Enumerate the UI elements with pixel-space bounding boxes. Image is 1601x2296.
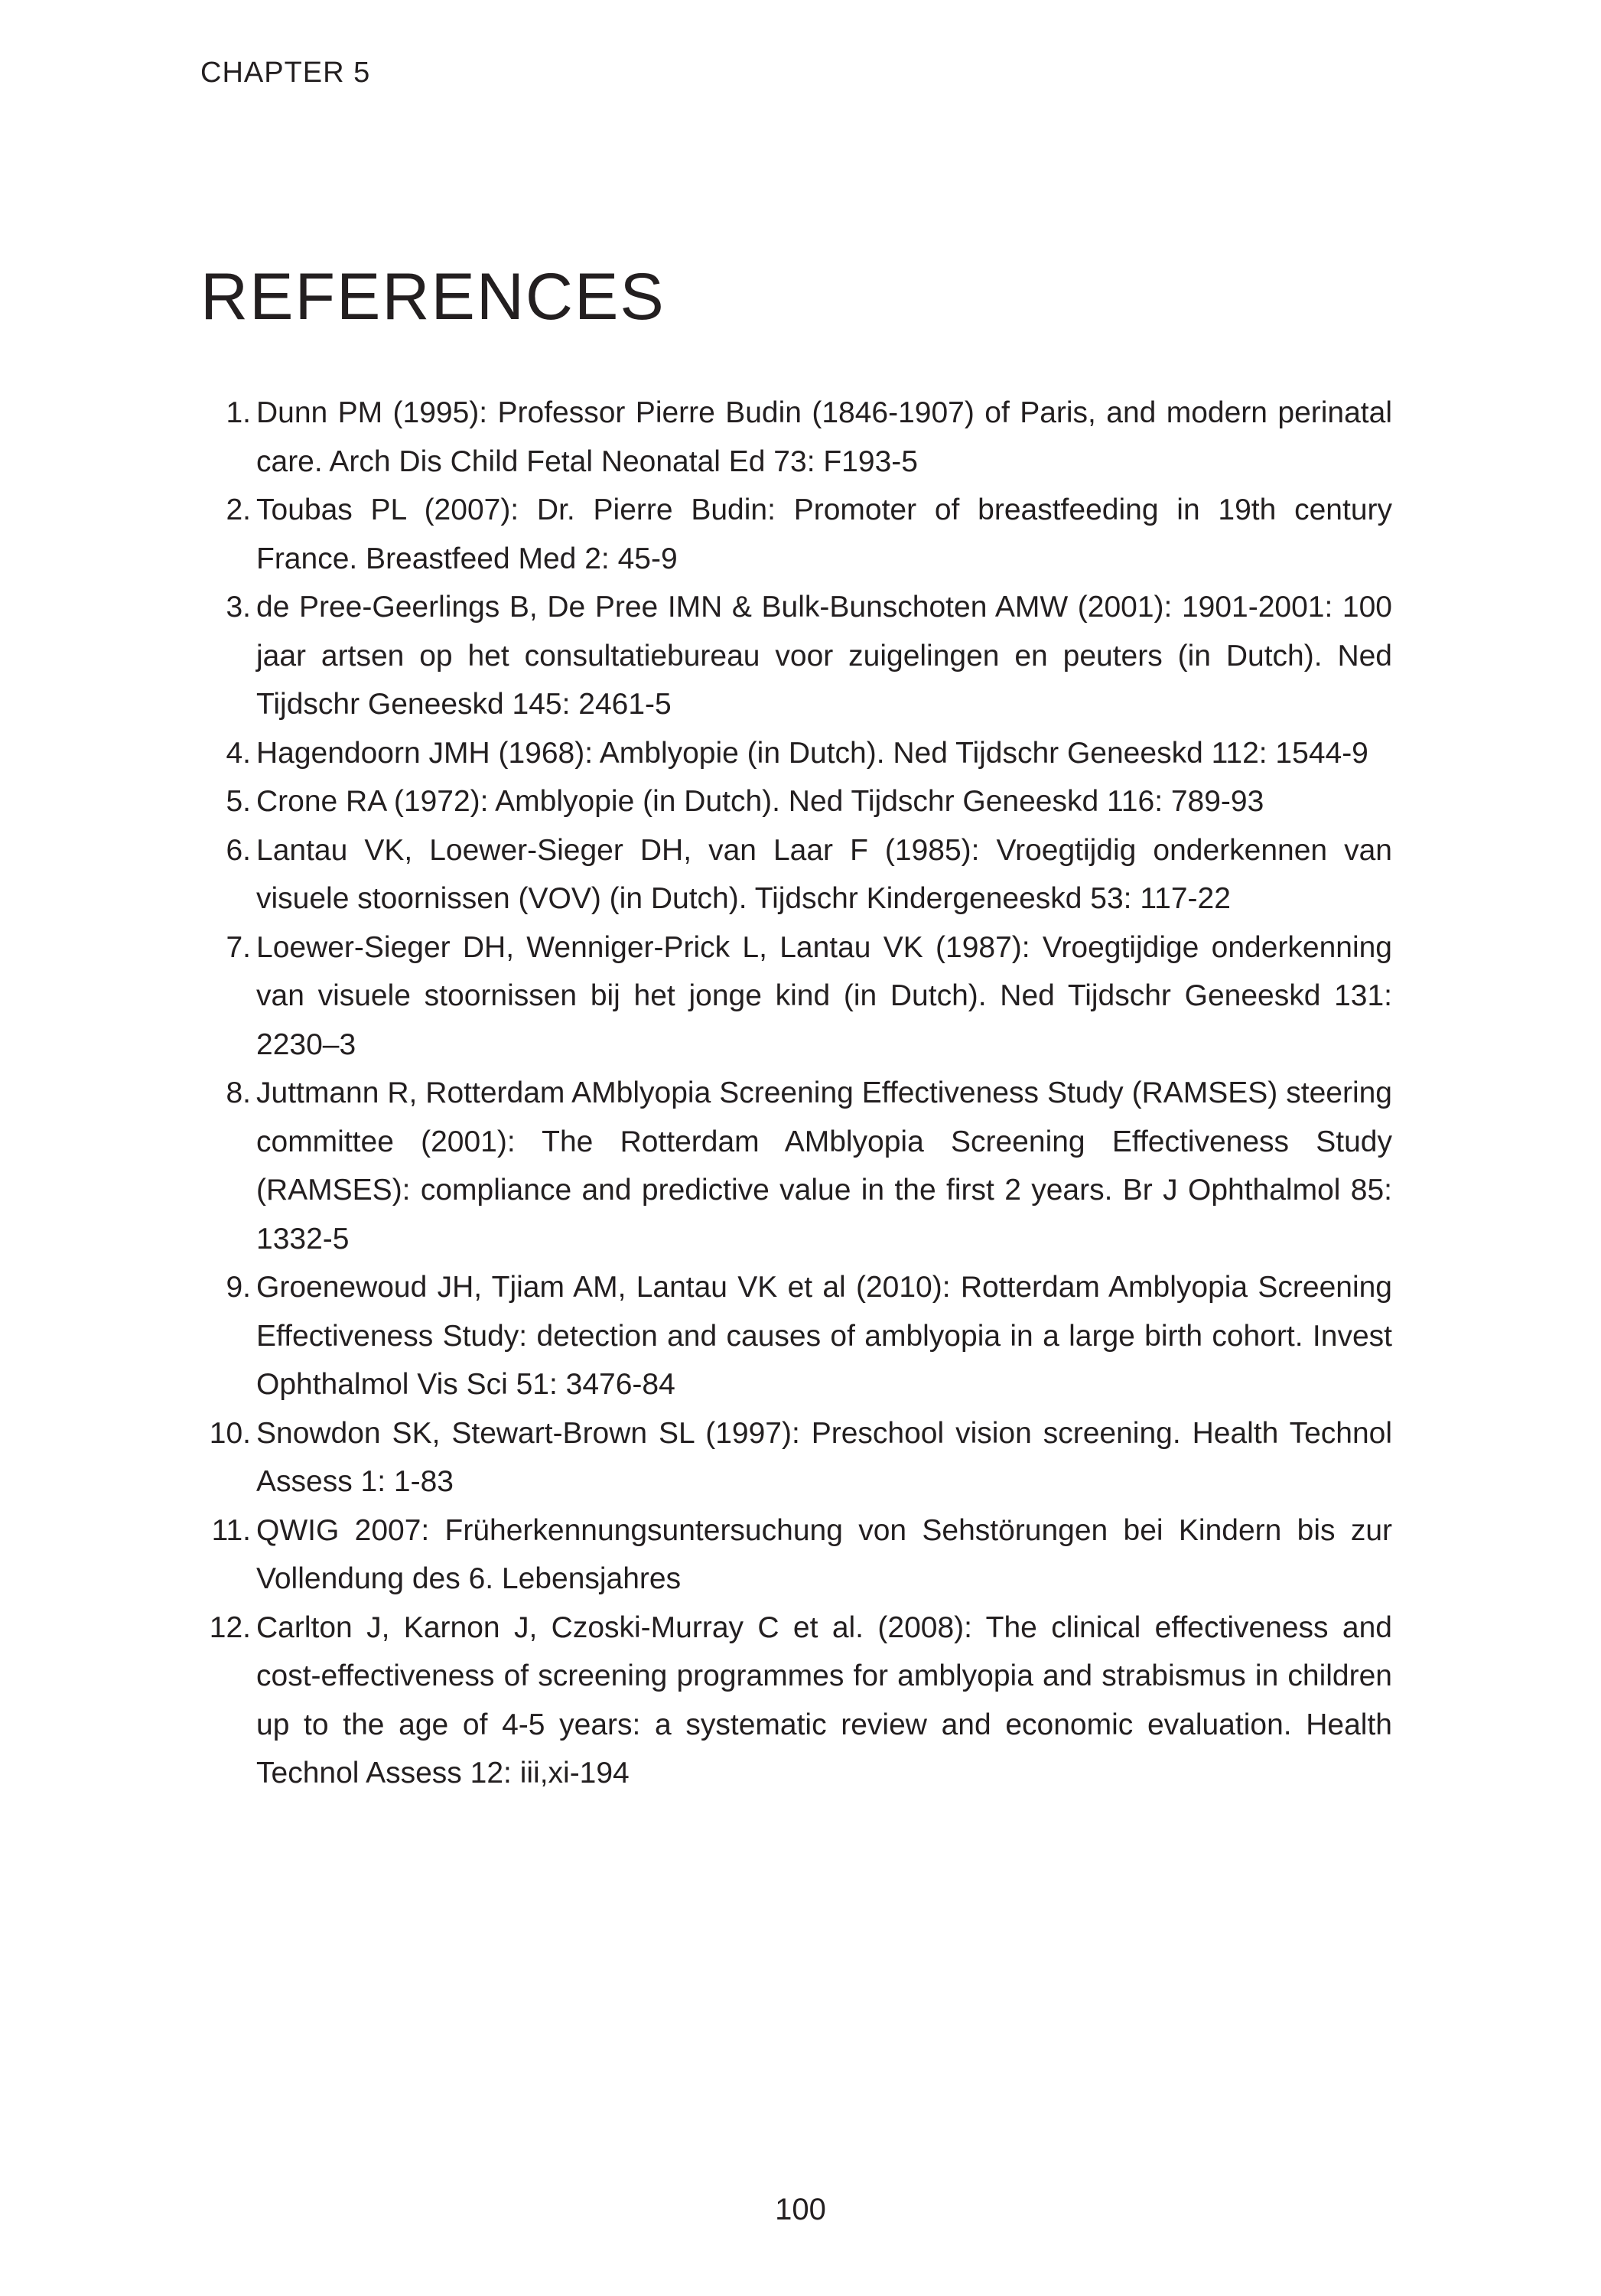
reference-text: de Pree-Geerlings B, De Pree IMN & Bulk-Bunschoten AMW (2001): 1901-2001: 100 jaar artsen op het consultatiebureau voor zuigelingen en peuters (in Dutch). Ned Tijdschr Geneeskd 145: 2461-5 [256, 591, 1392, 721]
reference-number: 1. [226, 396, 251, 429]
reference-number: 5. [226, 785, 251, 818]
reference-text: Lantau VK, Loewer-Sieger DH, van Laar F (1985): Vroegtijdig onderkennen van visuele stoornissen (VOV) (in Dutch). Tijdschr Kindergeneeskd 53: 117-22 [256, 833, 1392, 915]
reference-number: 8. [226, 1076, 251, 1109]
reference-number: 12. [209, 1610, 251, 1644]
reference-number: 10. [209, 1416, 251, 1450]
reference-item [200, 1409, 1392, 1506]
reference-text: QWIG 2007: Früherkennungsuntersuchung von Sehstörungen bei Kindern bis zur Vollendung des 6. Lebensjahres [256, 1513, 1392, 1595]
reference-text: Loewer-Sieger DH, Wenniger-Prick L, Lantau VK (1987): Vroegtijdige onderkenning van visuele stoornissen bij het jonge kind (in Dutch). Ned Tijdschr Geneeskd 131: 2230–3 [256, 930, 1392, 1061]
reference-item [200, 923, 1392, 1070]
reference-number: 2. [226, 493, 251, 526]
reference-number: 4. [226, 736, 251, 770]
reference-item [200, 729, 1392, 778]
reference-text: Juttmann R, Rotterdam AMblyopia Screening Effectiveness Study (RAMSES) steering committee (2001): The Rotterdam AMblyopia Screening Effectiveness Study (RAMSES): compliance and predictive value in the first 2 years. Br J Ophthalmol 85: 1332-5 [256, 1076, 1392, 1255]
reference-number: 11. [211, 1513, 251, 1547]
reference-number: 6. [226, 833, 251, 867]
reference-list [200, 389, 1392, 1798]
reference-text: Crone RA (1972): Amblyopie (in Dutch). Ned Tijdschr Geneeskd 116: 789-93 [256, 785, 1264, 818]
reference-text: Snowdon SK, Stewart-Brown SL (1997): Preschool vision screening. Health Technol Assess 1: 1-83 [256, 1416, 1392, 1498]
reference-number: 3. [226, 591, 251, 624]
reference-item [200, 389, 1392, 486]
reference-item [200, 1604, 1392, 1798]
reference-item [200, 1263, 1392, 1409]
reference-text: Groenewoud JH, Tjiam AM, Lantau VK et al (2010): Rotterdam Amblyopia Screening Effectiveness Study: detection and causes of amblyopia in a large birth cohort. Invest Ophthalmol Vis Sci 51: 3476-84 [256, 1271, 1392, 1401]
reference-item [200, 1506, 1392, 1604]
reference-number: 7. [226, 930, 251, 964]
page-number: 100 [775, 2193, 826, 2226]
reference-item [200, 826, 1392, 923]
reference-item [200, 777, 1392, 826]
reference-item [200, 583, 1392, 729]
reference-text: Dunn PM (1995): Professor Pierre Budin (1846-1907) of Paris, and modern perinatal care. Arch Dis Child Fetal Neonatal Ed 73: F193-5 [256, 396, 1392, 478]
reference-text: Toubas PL (2007): Dr. Pierre Budin: Promoter of breastfeeding in 19th century France. Breastfeed Med 2: 45-9 [256, 493, 1392, 575]
reference-number: 9. [226, 1271, 251, 1304]
reference-item [200, 486, 1392, 583]
section-title: REFERENCES [200, 260, 665, 334]
running-header: CHAPTER 5 [200, 57, 371, 89]
reference-text: Hagendoorn JMH (1968): Amblyopie (in Dutch). Ned Tijdschr Geneeskd 112: 1544-9 [256, 736, 1368, 770]
reference-text: Carlton J, Karnon J, Czoski-Murray C et al. (2008): The clinical effectiveness and cost-effectiveness of screening programmes for amblyopia and strabismus in children up to the age of 4-5 years: a systematic review and economic evaluation. Health Technol Assess 12: iii,xi-194 [256, 1610, 1392, 1790]
reference-item [200, 1069, 1392, 1263]
